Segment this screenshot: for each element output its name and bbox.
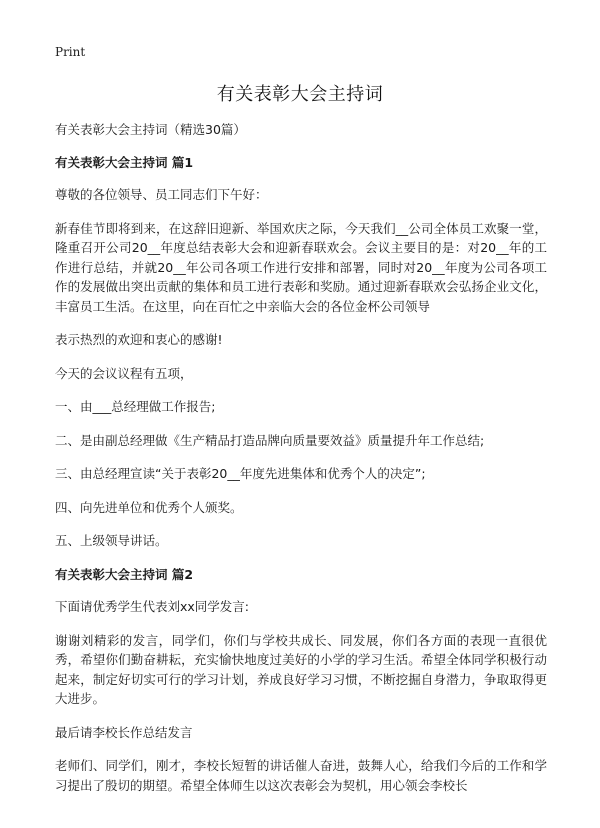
paragraph: 尊敬的各位领导、员工同志们下午好： (55, 187, 268, 202)
paragraph: 三、由总经理宣读“关于表彰20__年度先进集体和优秀个人的决定”; (55, 466, 426, 481)
paragraph: 一、由___总经理做工作报告; (55, 399, 216, 414)
document-subtitle: 有关表彰大会主持词（精选30篇） (55, 122, 246, 137)
section-1 (55, 153, 547, 551)
paragraph: 新春佳节即将到来，在这辞旧迎新、举国欢庆之际，今天我们__公司全体员工欢聚一堂，隆重召开公司20__年度总结表彰大会和迎新春联欢会。会议主要目的是：对20__年的工作进行总结，并就20__年公司各项工作进行安排和部署，同时对20__年度为公司各项工作的发展做出突出贡献的集体和员工进行表彰和奖励。通过迎新春联欢会弘扬企业文化，丰富员工生活。在这里，向在百忙之中亲临大会的各位金杯公司领导 (55, 220, 547, 314)
section-2 (55, 565, 547, 796)
paragraph: 四、向先进单位和优秀个人颁奖。 (55, 499, 243, 515)
paragraph: 二、是由副总经理做《生产精品打造品牌向质量要效益》质量提升年工作总结; (55, 432, 485, 448)
paragraph: 五、上级领导讲话。 (55, 533, 168, 548)
document-title: 有关表彰大会主持词 (216, 84, 384, 105)
print-link[interactable]: Print (55, 45, 86, 59)
paragraph: 老师们、同学们，刚才，李校长短暂的讲话催人奋进，鼓舞人心，给我们今后的工作和学习提出了殷切的期望。希望全体师生以这次表彰会为契机，用心领会李校长 (55, 758, 547, 793)
paragraph: 下面请优秀学生代表刘xx同学发言: (55, 599, 250, 614)
section-heading: 有关表彰大会主持词 篇2 (55, 566, 194, 582)
section-heading: 有关表彰大会主持词 篇1 (55, 154, 194, 170)
document-body (55, 120, 547, 809)
paragraph: 最后请李校长作总结发言 (55, 724, 193, 740)
paragraph: 谢谢刘精彩的发言，同学们，你们与学校共成长、同发展，你们各方面的表现一直很优秀，希望你们勤奋耕耘，充实愉快地度过美好的小学的学习生活。希望全体同学积极行动起来，制定好切实可行的学习计划，养成良好学习习惯，不断挖掘自身潜力，争取取得更大进步。 (55, 632, 547, 706)
paragraph: 今天的会议议程有五项， (55, 365, 193, 381)
paragraph: 表示热烈的欢迎和衷心的感谢! (55, 332, 223, 347)
